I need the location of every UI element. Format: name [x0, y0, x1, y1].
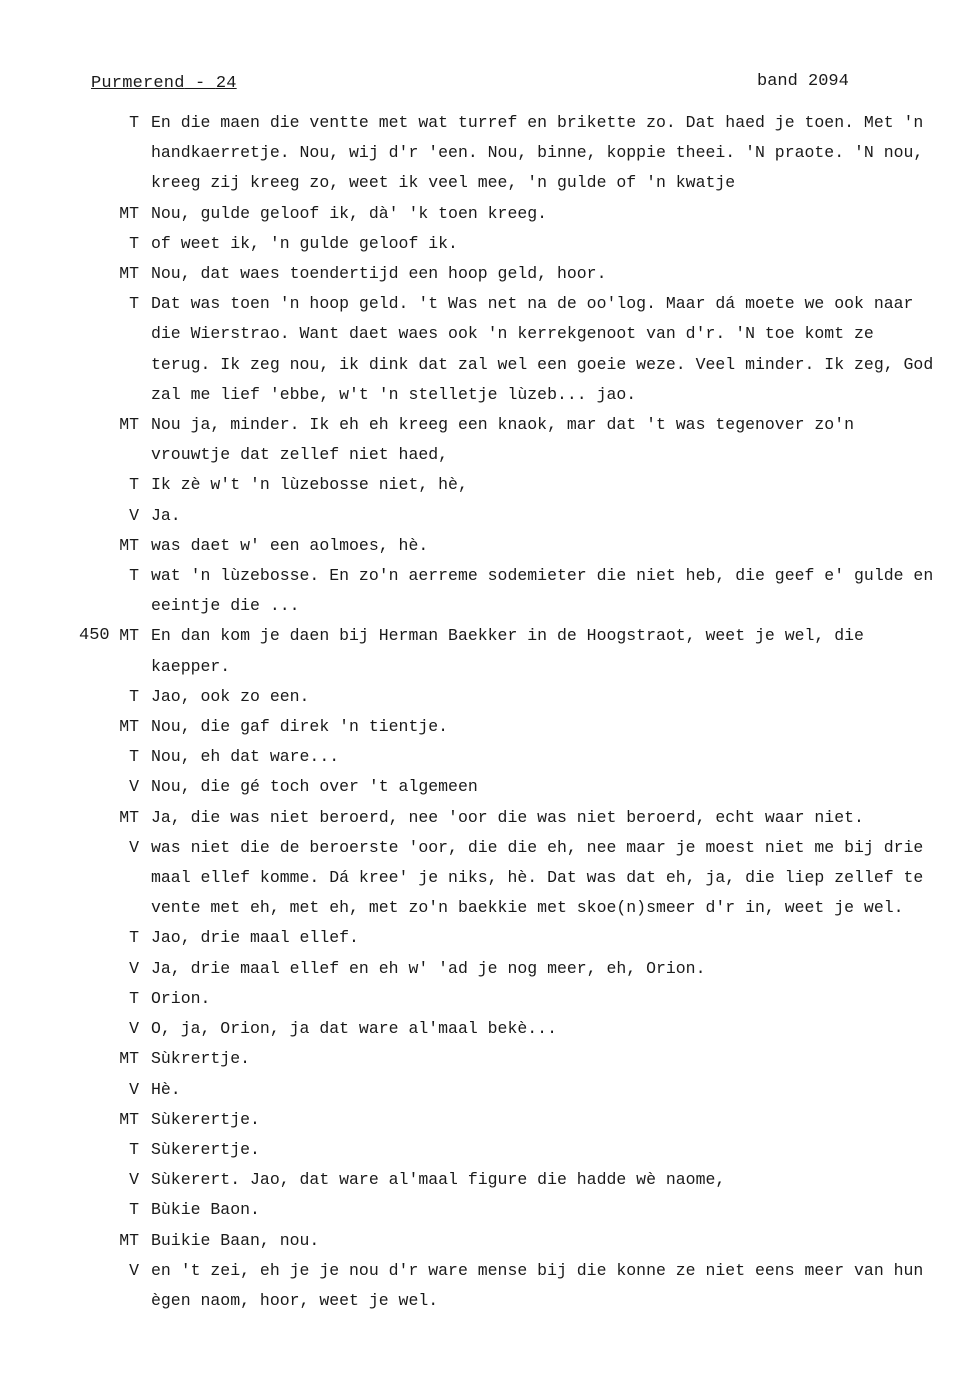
transcript-turn	[0, 1256, 979, 1316]
utterance-text: Sùkerertje.	[151, 1139, 260, 1159]
speaker-label: V	[129, 505, 139, 525]
speaker-label: MT	[119, 1109, 139, 1129]
transcript-turn	[0, 923, 979, 953]
transcript-turn	[0, 742, 979, 772]
speaker-label: MT	[119, 415, 139, 435]
transcript-turn	[0, 289, 979, 410]
speaker-label: MT	[119, 626, 139, 646]
speaker-label: MT	[119, 1230, 139, 1250]
speaker-label: T	[129, 686, 139, 706]
transcript-turn	[0, 772, 979, 802]
transcript-turn	[0, 1075, 979, 1105]
transcript-turn	[0, 833, 979, 924]
utterance-text: Jao, ook zo een.	[151, 686, 310, 706]
header-page-number: 24	[215, 74, 237, 93]
utterance-text: of weet ik, 'n gulde geloof ik.	[151, 233, 458, 253]
header-title: Purmerend	[91, 74, 185, 93]
speaker-label: V	[129, 1019, 139, 1039]
transcript-turn	[0, 1195, 979, 1225]
speaker-label: V	[129, 958, 139, 978]
transcript-turn	[0, 501, 979, 531]
utterance-text: En dan kom je daen bij Herman Baekker in de Hoogstraot, weet je wel, die kaepper.	[151, 626, 864, 676]
utterance-text: Nou, eh dat ware...	[151, 747, 340, 767]
utterance-text: Nou, die gaf direk 'n tientje.	[151, 717, 449, 737]
utterance-text: Sùkrertje.	[151, 1049, 251, 1069]
speaker-label: T	[129, 113, 139, 132]
speaker-label: MT	[119, 203, 139, 223]
line-number: 450	[79, 626, 110, 646]
transcript-turn	[0, 1226, 979, 1256]
transcript-turn	[0, 470, 979, 500]
speaker-label: T	[129, 475, 139, 495]
utterance-text: O, ja, Orion, ja dat ware al'maal bekè...	[151, 1019, 557, 1039]
speaker-label: MT	[119, 535, 139, 555]
speaker-label: T	[129, 566, 139, 586]
utterance-text: Ja, drie maal ellef en eh w' 'ad je nog meer, eh, Orion.	[151, 958, 706, 978]
utterance-text: en 't zei, eh je je nou d'r ware mense bij die konne ze niet eens meer van hun ègen naom, hoor, weet je wel.	[151, 1260, 924, 1310]
utterance-text: Ik zè w't 'n lùzebosse niet, hè,	[151, 475, 468, 495]
utterance-text: Bùkie Baon.	[151, 1200, 260, 1220]
transcript-turn	[0, 561, 979, 621]
speaker-label: V	[129, 837, 139, 857]
utterance-text: Nou, gulde geloof ik, dà' 'k toen kreeg.	[151, 203, 548, 223]
utterance-text: was niet die de beroerste 'oor, die die eh, nee maar je moest niet me bij drie maal ellef komme. Dá kree' je niks, hè. Dat was dat eh, ja, die liep zellef te vente met eh, met eh, met zo'n baekkie met skoe(n)smeer d'r in, weet je wel.	[151, 837, 924, 918]
speaker-label: MT	[119, 264, 139, 284]
transcript-turn	[0, 621, 979, 681]
utterance-text: Nou, die gé toch over 't algemeen	[151, 777, 478, 797]
transcript-turn	[0, 229, 979, 259]
transcript-turn	[0, 1044, 979, 1074]
transcript-turn	[0, 712, 979, 742]
page-header-band: band 2094	[757, 72, 849, 91]
utterance-text: was daet w' een aolmoes, hè.	[151, 535, 429, 555]
speaker-label: MT	[119, 1049, 139, 1069]
transcript-turn	[0, 108, 979, 199]
speaker-label: T	[129, 747, 139, 767]
utterance-text: Dat was toen 'n hoop geld. 't Was net na de oo'log. Maar dá moete we ook naar die Wierstrao. Want daet waes ook 'n kerrekgenoot van d'r. 'N toe komt ze terug. Ik zeg nou, ik dink dat zal wel een goeie weze. Veel minder. Ik zeg, God zal me lief 'ebbe, w't 'n stelletje lùzeb... jao.	[151, 294, 934, 404]
speaker-label: V	[129, 1170, 139, 1190]
utterance-text: Hè.	[151, 1079, 181, 1099]
transcript-turn	[0, 531, 979, 561]
transcript-turn	[0, 682, 979, 712]
speaker-label: MT	[119, 717, 139, 737]
utterance-text: Ja.	[151, 505, 181, 525]
utterance-text: Nou, dat waes toendertijd een hoop geld, hoor.	[151, 264, 607, 284]
utterance-text: Ja, die was niet beroerd, nee 'oor die was niet beroerd, echt waar niet.	[151, 807, 864, 827]
transcript-turn	[0, 1014, 979, 1044]
utterance-text: Nou ja, minder. Ik eh eh kreeg een knaok, mar dat 't was tegenover zo'n vrouwtje dat zellef niet haed,	[151, 415, 855, 465]
speaker-label: T	[129, 988, 139, 1008]
transcript-turn	[0, 1135, 979, 1165]
speaker-label: V	[129, 777, 139, 797]
utterance-text: wat 'n lùzebosse. En zo'n aerreme sodemieter die niet heb, die geef e' gulde en eeintje die ...	[151, 566, 934, 616]
transcript-body	[0, 108, 979, 1316]
speaker-label: T	[129, 928, 139, 948]
transcript-turn	[0, 954, 979, 984]
utterance-text: En die maen die ventte met wat turref en brikette zo. Dat haed je toen. Met 'n handkaerretje. Nou, wij d'r 'een. Nou, binne, koppie theei. 'N praote. 'N nou, kreeg zij kreeg zo, weet ik veel mee, 'n gulde of 'n kwatje	[151, 113, 924, 193]
speaker-label: T	[129, 233, 139, 253]
transcript-turn	[0, 199, 979, 229]
transcript-turn	[0, 984, 979, 1014]
speaker-label: MT	[119, 807, 139, 827]
utterance-text: Sùkerert. Jao, dat ware al'maal figure die hadde wè naome,	[151, 1170, 726, 1190]
speaker-label: V	[129, 1079, 139, 1099]
speaker-label: V	[129, 1260, 139, 1280]
speaker-label: T	[129, 294, 139, 314]
utterance-text: Sùkerertje.	[151, 1109, 260, 1129]
page-header-location	[91, 74, 237, 93]
utterance-text: Buikie Baan, nou.	[151, 1230, 320, 1250]
transcript-turn	[0, 259, 979, 289]
transcript-turn	[0, 803, 979, 833]
header-separator: -	[184, 74, 216, 93]
transcript-turn	[0, 1165, 979, 1195]
speaker-label: T	[129, 1200, 139, 1220]
utterance-text: Jao, drie maal ellef.	[151, 928, 359, 948]
transcript-turn	[0, 410, 979, 470]
transcript-turn	[0, 1105, 979, 1135]
speaker-label: T	[129, 1139, 139, 1159]
utterance-text: Orion.	[151, 988, 211, 1008]
